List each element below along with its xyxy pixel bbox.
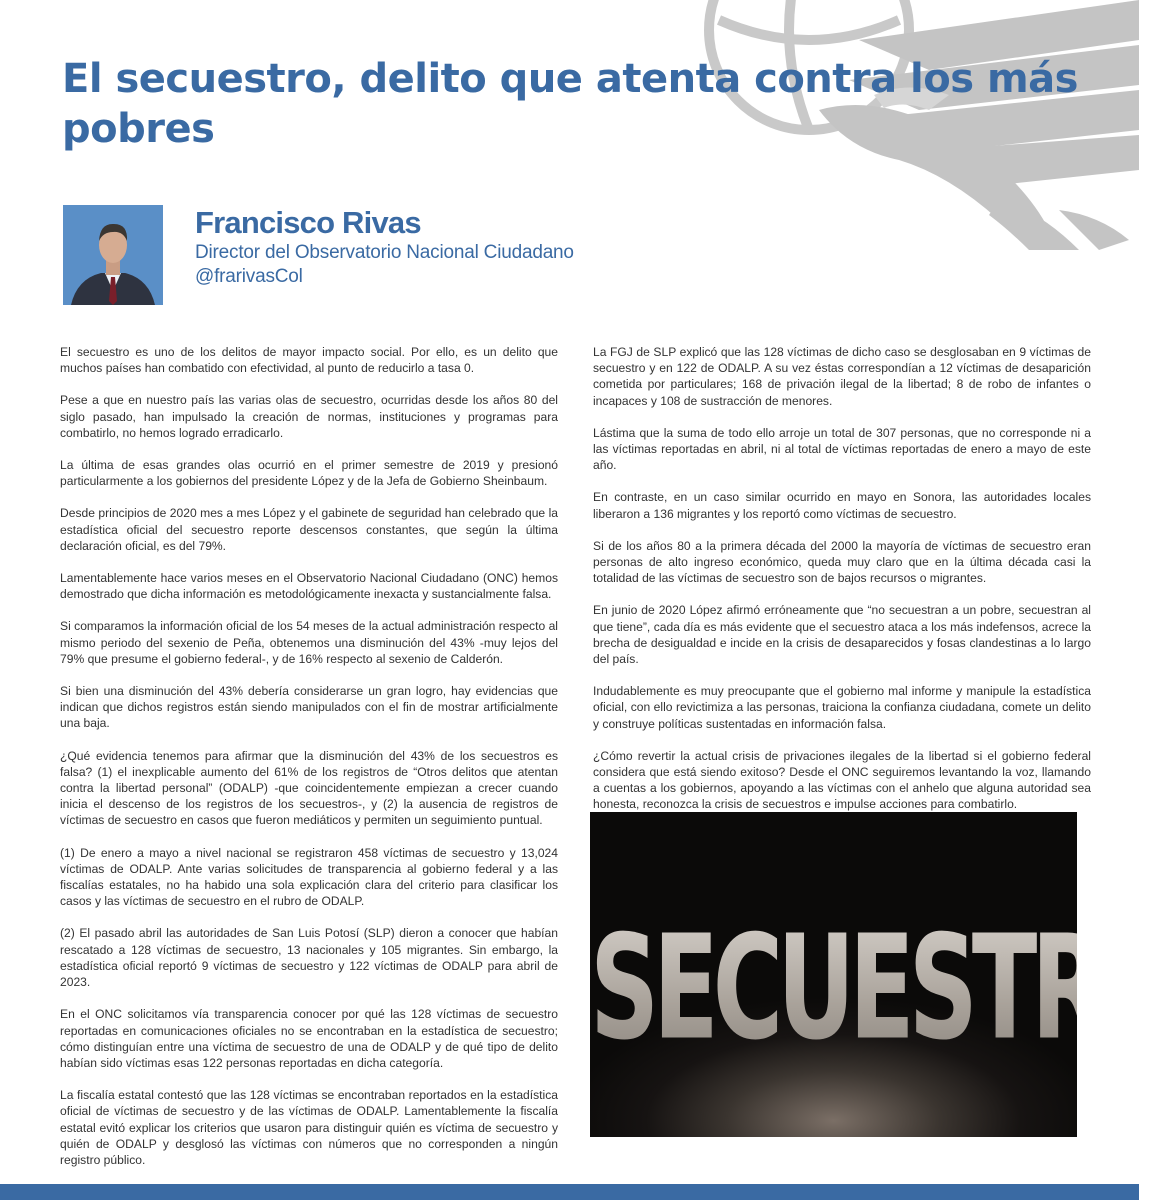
author-name: Francisco Rivas [195, 205, 421, 240]
author-handle[interactable]: @frarivasCol [195, 266, 303, 287]
paragraph: (1) De enero a mayo a nivel nacional se registraron 458 víctimas de secuestro y 13,024 víctimas de ODALP. Ante varias solicitudes de transparencia al gobierno federal y a las fiscalías estatales, no ha habido una sola explicación clara del criterio para clasificar los casos y las víctimas de secuestro en el rubro de ODALP. [60, 845, 558, 909]
secuestro-image [590, 812, 1175, 1137]
article-title: El secuestro, delito que atenta contra los más pobres [62, 56, 1078, 152]
author-avatar [63, 205, 163, 305]
paragraph: ¿Cómo revertir la actual crisis de privaciones ilegales de la libertad si el gobierno federal considera que está siendo exitoso? Desde el ONC seguiremos levantando la voz, llamando a cuentas a los gobiernos, apoyando a las víctimas con el anhelo que alguna autoridad sea honesta, reconozca la crisis de secuestros e impulse acciones para combatirlo. [593, 748, 1091, 812]
paragraph: Pese a que en nuestro país las varias olas de secuestro, ocurridas desde los años 80 del siglo pasado, han impulsado la creación de normas, instituciones y programas para combatirlo, no hemos logrado erradicarlo. [60, 393, 558, 440]
paragraph: La fiscalía estatal contestó que las 128 víctimas se encontraban reportados en la estadística oficial de víctimas de secuestro y de las víctimas de ODALP. Lamentablemente la fiscalía estatal evitó explicar los criterios que usaron para distinguir quién es víctima de secuestro y quién de ODALP y desglosó las víctimas con números que no corresponden a ningún registro público. [60, 1088, 558, 1167]
paragraph: Si bien una disminución del 43% debería considerarse un gran logro, hay evidencias que indican que dichos registros están siendo manipulados con el fin de mostrar artificialmente una baja. [60, 684, 558, 731]
author-portrait-icon [63, 205, 163, 305]
paragraph: Lástima que la suma de todo ello arroje un total de 307 personas, que no corresponde ni a las víctimas reportadas en abril, ni al total de víctimas reportadas de enero a mayo de este año. [593, 425, 1091, 473]
paragraph: Si comparamos la información oficial de los 54 meses de la actual administración respecto al mismo periodo del sexenio de Peña, obtenemos una disminución del 43% -muy lejos del 79% que presume el gobierno federal-, y de 16% respecto al sexenio de Calderón. [60, 619, 558, 666]
paragraph: En contraste, en un caso similar ocurrido en mayo en Sonora, las autoridades locales liberaron a 136 migrantes y los reportó como víctimas de secuestro. [593, 490, 1091, 521]
paragraph: Lamentablemente hace varios meses en el Observatorio Nacional Ciudadano (ONC) hemos demostrado que dicha información es metodológicamente inexacta y sustancialmente falsa. [60, 571, 558, 602]
paragraph: En el ONC solicitamos vía transparencia conocer por qué las 128 víctimas de secuestro reportadas en comunicaciones oficiales no se encontraban en la estadística de secuestro; cómo distinguían entre una víctima de secuestro de una de ODALP y de qué tipo de delito habían sido víctimas esas 122 personas reportadas en dicha categoría. [60, 1007, 558, 1070]
paragraph: La última de esas grandes olas ocurrió en el primer semestre de 2019 y presionó particularmente a los gobiernos del presidente López y de la Jefa de Gobierno Sheinbaum. [60, 458, 558, 489]
paragraph: Desde principios de 2020 mes a mes López y el gabinete de seguridad han celebrado que la estadística oficial del secuestro reporte descensos constantes, que según la última declaración oficial, es del 79%. [60, 506, 558, 553]
paragraph: Si de los años 80 a la primera década del 2000 la mayoría de víctimas de secuestro eran personas de alto ingreso económico, queda muy claro que en la última década casi la totalidad de las víctimas de secuestro son de bajos recursos o migrantes. [593, 538, 1091, 586]
secuestro-image-word: SECUESTRO [590, 904, 1175, 1072]
paragraph: En junio de 2020 López afirmó erróneamente que “no secuestran a un pobre, secuestran al que tiene”, cada día es más evidente que el secuestro ataca a los más indefensos, acrece la brecha de desigualdad e incide en la crisis de desaparecidos y fosas clandestinas a lo largo del país. [593, 603, 1091, 667]
author-role: Director del Observatorio Nacional Ciudadano [195, 242, 574, 263]
paragraph: La FGJ de SLP explicó que las 128 víctimas de dicho caso se desglosaban en 9 víctimas de secuestro y en 122 de ODALP. A su vez éstas correspondían a 12 víctimas de desaparición cometida por particulares; 168 de privación ilegal de la libertad; 8 de robo de infantes o incapaces y 108 de sustracción de menores. [593, 345, 1091, 408]
paragraph: (2) El pasado abril las autoridades de San Luis Potosí (SLP) dieron a conocer que habían rescatado a 128 víctimas de secuestro, 13 nacionales y 105 migrantes. Sin embargo, la estadística oficial reportó 9 víctimas de secuestro y 122 víctimas de ODALP para abril de 2023. [60, 926, 558, 990]
paragraph: Indudablemente es muy preocupante que el gobierno mal informe y manipule la estadística oficial, con ello revictimiza a las personas, traiciona la confianza ciudadana, comete un delito y construye políticas sustentadas en información falsa. [593, 684, 1091, 731]
article-column-right [593, 344, 1091, 829]
article-column-left [60, 344, 558, 1184]
bottom-accent-bar [0, 1184, 1139, 1200]
paragraph: El secuestro es uno de los delitos de mayor impacto social. Por ello, es un delito que muchos países han combatido con efectividad, al punto de reducirlo a tasa 0. [60, 345, 558, 376]
paragraph: ¿Qué evidencia tenemos para afirmar que la disminución del 43% de los secuestros es falsa? (1) el inexplicable aumento del 61% de los registros de “Otros delitos que atentan contra la libertad personal” (ODALP) -que coincidentemente empiezan a crecer cuando inicia el descenso de los registros de los secuestros-, y (2) la ausencia de registros de víctimas de secuestro en casos que fueron mediáticos y permiten un seguimiento puntual. [60, 748, 558, 828]
author-info [195, 205, 574, 289]
